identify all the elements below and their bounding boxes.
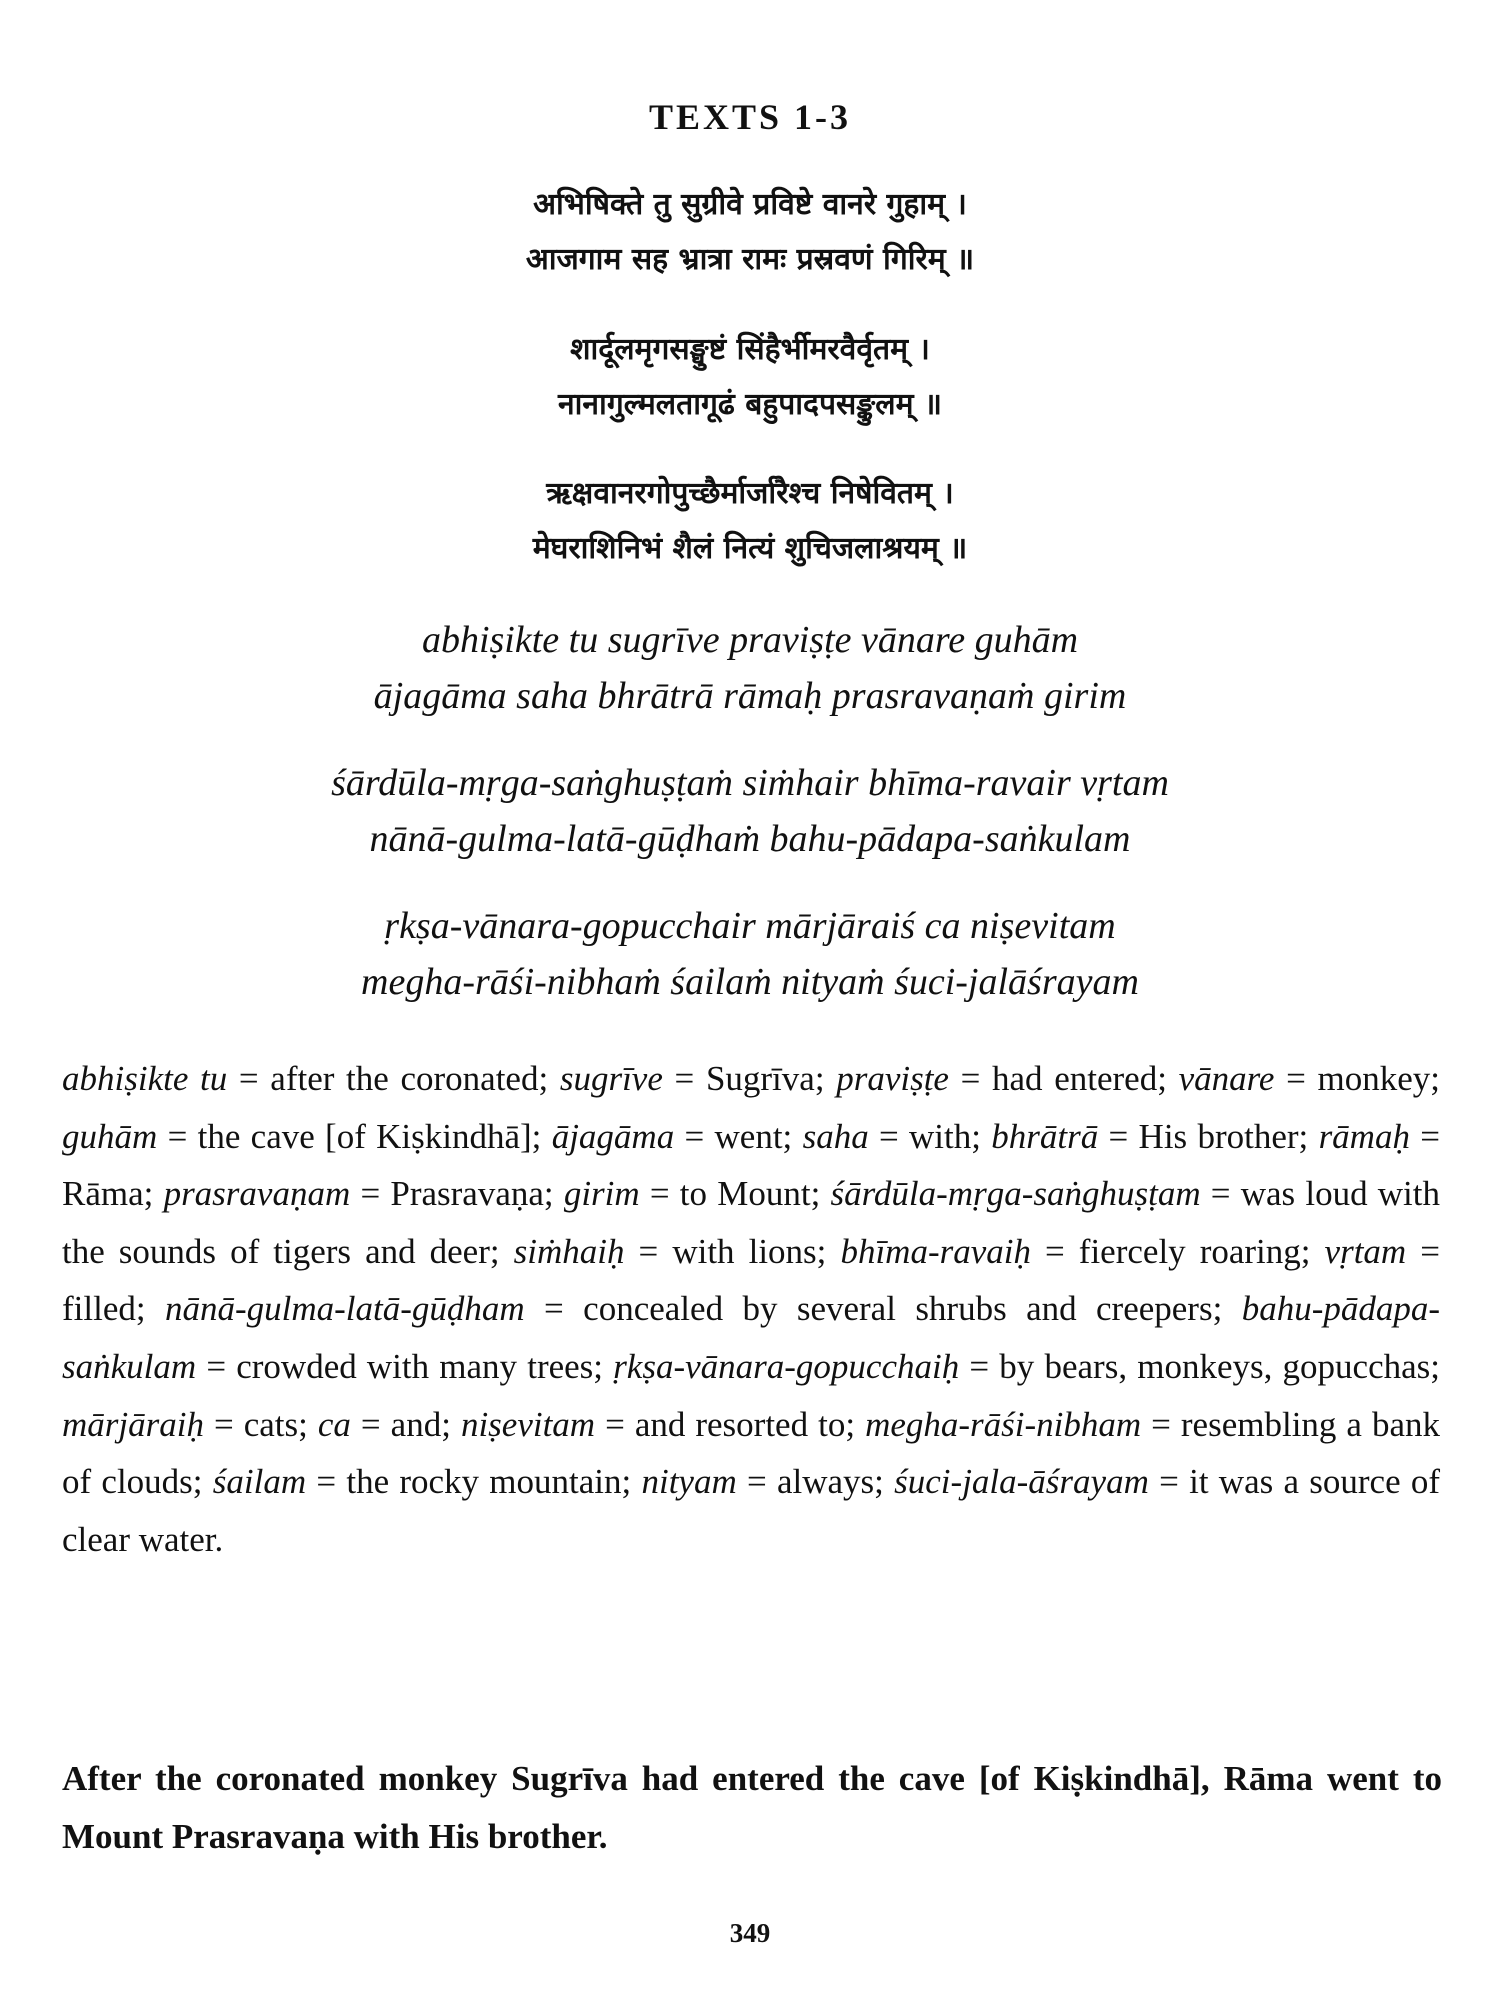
synonym-meaning: = had entered; (948, 1059, 1179, 1098)
devanagari-line: मेघराशिनिभं शैलं नित्यं शुचिजलाश्रयम् ॥ (532, 531, 968, 566)
synonym-meaning: = His brother; (1098, 1116, 1319, 1156)
synonym-meaning: = it was a source of clear water. (62, 1462, 1441, 1559)
synonym-term: ca (317, 1404, 351, 1444)
transliteration-line: ṛkṣa-vānara-gopucchair mārjāraiś ca niṣevitam (384, 905, 1116, 947)
synonym-meaning: = cats; (203, 1404, 318, 1444)
synonym-meaning: = after the coronated; (227, 1059, 560, 1098)
synonym-term: bhīma-ravaiḥ (840, 1231, 1031, 1271)
devanagari-line: नानागुल्मलतागूढं बहुपादपसङ्कुलम् ॥ (557, 387, 942, 422)
synonym-term: ājagāma (551, 1116, 675, 1156)
synonym-term: vānare (1178, 1059, 1275, 1098)
synonym-meaning: = and; (350, 1404, 461, 1444)
synonym-term: abhiṣikte tu (62, 1059, 228, 1098)
synonym-meaning: = concealed by several shrubs and creepers; (524, 1289, 1242, 1329)
transliteration-verse-1 (0, 612, 1500, 724)
synonym-meaning: = fiercely roaring; (1030, 1231, 1325, 1271)
synonym-term: bahu-pādapa-saṅkulam (62, 1289, 1440, 1386)
synonym-term: megha-rāśi-nibham (865, 1404, 1142, 1444)
synonym-meaning: = with; (868, 1116, 992, 1156)
synonym-meaning: = Prasravaṇa; (350, 1174, 564, 1214)
devanagari-line: ऋक्षवानरगोपुच्छैर्मार्जारैश्च निषेवितम् । (546, 476, 954, 511)
transliteration-line: nānā-gulma-latā-gūḍhaṁ bahu-pādapa-saṅkulam (369, 818, 1131, 860)
transliteration-line: ājagāma saha bhrātrā rāmaḥ prasravaṇaṁ girim (373, 675, 1127, 717)
synonym-term: niṣevitam (460, 1404, 596, 1444)
synonym-meaning: = filled; (62, 1231, 1440, 1329)
synonym-term: bhrātrā (991, 1116, 1099, 1156)
synonym-term: ṛkṣa-vānara-gopucchaiḥ (613, 1346, 960, 1386)
synonym-term: mārjāraiḥ (62, 1404, 204, 1444)
synonym-meaning: = Sugrīva; (662, 1059, 837, 1098)
synonym-meaning: = always; (736, 1462, 895, 1502)
devanagari-verse-2 (0, 322, 1500, 432)
synonym-term: siṁhaiḥ (513, 1231, 625, 1271)
verse-heading: TEXTS 1-3 (648, 97, 852, 137)
transliteration-verse-2 (0, 755, 1500, 867)
synonym-term: guhām (62, 1116, 158, 1156)
devanagari-verse-3 (0, 466, 1500, 576)
devanagari-verse-1 (0, 177, 1500, 287)
page-number: 349 (729, 1918, 771, 1948)
devanagari-line: शार्दूलमृगसङ्घुष्टं सिंहैर्भीमरवैर्वृतम् । (570, 332, 930, 367)
synonym-term: prasravaṇam (163, 1174, 351, 1214)
synonym-term: sugrīve (559, 1059, 663, 1098)
synonym-meaning: = to Mount; (639, 1174, 831, 1214)
synonym-meaning: = went; (674, 1116, 803, 1156)
synonym-term: nityam (641, 1462, 737, 1502)
synonym-meaning: = resembling a bank of clouds; (62, 1404, 1441, 1502)
synonym-term: praviṣṭe (836, 1059, 949, 1098)
synonym-meaning: = crowded with many trees; (196, 1346, 614, 1386)
transliteration-line: śārdūla-mṛga-saṅghuṣṭaṁ siṁhair bhīma-ravair vṛtam (331, 762, 1169, 804)
synonym-term: nānā-gulma-latā-gūḍham (164, 1289, 525, 1329)
synonym-term: vṛtam (1324, 1231, 1407, 1271)
synonym-meaning: = by bears, monkeys, gopucchas; (959, 1346, 1440, 1386)
devanagari-line: आजगाम सह भ्रात्रा रामः प्रस्रवणं गिरिम् ॥ (525, 242, 975, 277)
synonym-meaning: = was loud with the sounds of tigers and deer; (62, 1174, 1440, 1271)
synonym-meaning: = with lions; (624, 1231, 841, 1271)
verse-translation: After the coronated monkey Sugrīva had entered the cave [of Kiṣkindhā], Rāma went to Mount Prasravaṇa with His brother. (62, 1759, 1442, 1856)
synonym-term: śuci-jala-āśrayam (894, 1462, 1149, 1502)
synonym-meaning: = Rāma; (62, 1116, 1440, 1214)
word-for-word-synonyms (62, 1050, 1440, 1568)
synonym-term: rāmaḥ (1318, 1116, 1410, 1156)
devanagari-line: अभिषिक्ते तु सुग्रीवे प्रविष्टे वानरे गुहाम् । (533, 187, 967, 222)
synonym-meaning: = the rocky mountain; (306, 1462, 642, 1502)
transliteration-line: abhiṣikte tu sugrīve praviṣṭe vānare guhām (421, 619, 1079, 661)
synonym-term: saha (802, 1116, 869, 1156)
transliteration-verse-3 (0, 898, 1500, 1010)
synonym-term: girim (563, 1174, 640, 1214)
transliteration-line: megha-rāśi-nibhaṁ śailaṁ nityaṁ śuci-jalāśrayam (361, 961, 1139, 1003)
synonym-meaning: = monkey; (1274, 1059, 1441, 1098)
synonym-term: śailam (212, 1462, 307, 1502)
synonym-term: śārdūla-mṛga-saṅghuṣṭam (830, 1174, 1201, 1214)
synonym-meaning: = the cave [of Kiṣkindhā]; (157, 1116, 552, 1156)
synonym-meaning: = and resorted to; (595, 1404, 866, 1444)
